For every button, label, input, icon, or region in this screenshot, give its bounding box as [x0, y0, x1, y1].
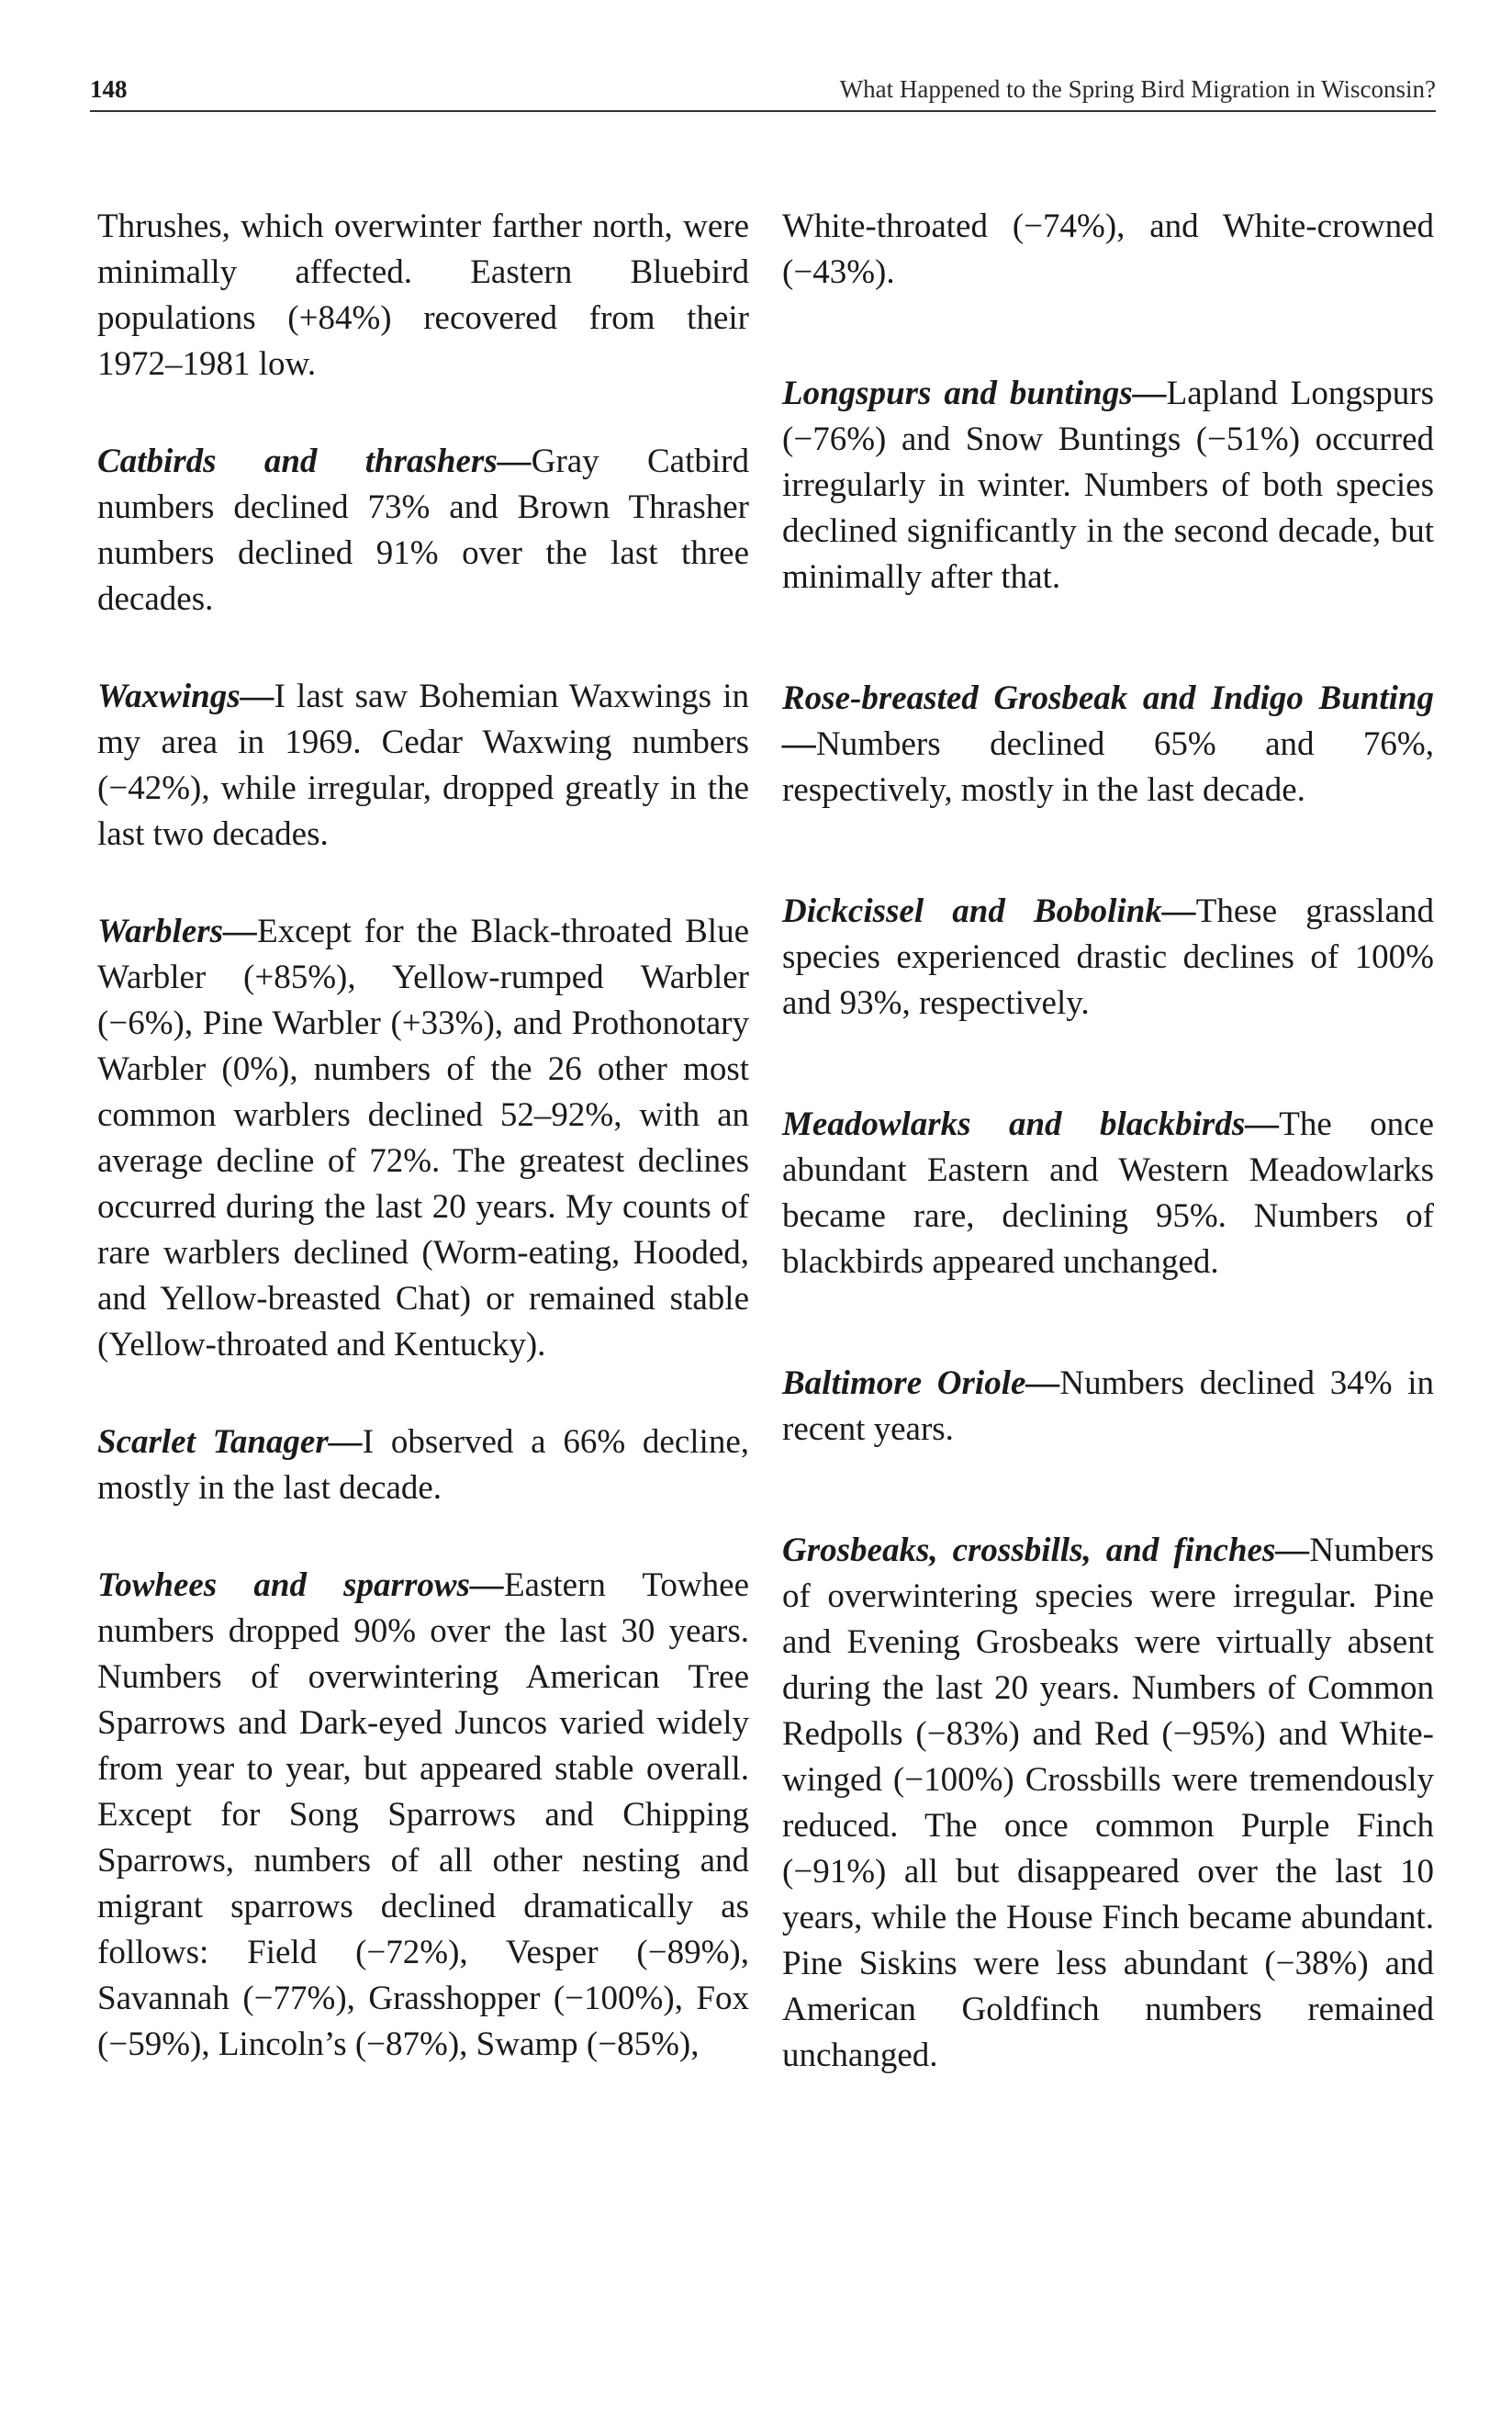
paragraph-text: Thrushes, which overwinter farther north, were minimally affected. Eastern Bluebird populations (+84%) recovered from their 1972–1981 low. — [97, 208, 749, 383]
paragraph-lead: Warblers— — [97, 913, 258, 950]
paragraph-lead: Baltimore Oriole— — [782, 1364, 1060, 1402]
paragraph-grosbeak-bunting — [782, 676, 1434, 814]
paragraph-text: The once abundant Eastern and Western Meadowlarks became rare, declining 95%. Numbers of blackbirds appeared unchanged. — [782, 1105, 1434, 1281]
paragraph-text: Numbers of overwintering species were irregular. Pine and Evening Grosbeaks were virtually absent during the last 20 years. Numbers of Common Redpolls (−83%) and Red (−95%) and White-winged (−100%) Crossbills were tremendously reduced. The once common Purple Finch (−91%) all but disappeared over the last 10 years, while the House Finch became abundant. Pine Siskins were less abundant (−38%) and American Goldfinch numbers remained unchanged. — [782, 1532, 1434, 2074]
paragraph-text: These grassland species experienced drastic declines of 100% and 93%, respectively. — [782, 892, 1434, 1022]
paragraph-meadowlarks — [782, 1102, 1434, 1285]
paragraph-text: Numbers declined 65% and 76%, respectively, mostly in the last decade. — [782, 725, 1434, 809]
paragraph-text: Eastern Towhee numbers dropped 90% over the last 30 years. Numbers of overwintering American Tree Sparrows and Dark-eyed Juncos varied widely from year to year, but appeared stable overall. Except for Song Sparrows and Chipping Sparrows, numbers of all other nesting and migrant sparrows declined dramatically as follows: Field (−72%), Vesper (−89%), Savannah (−77%), Grasshopper (−100%), Fox (−59%), Lincoln’s (−87%), Swamp (−85%), — [97, 1566, 749, 2063]
paragraph-longspurs — [782, 371, 1434, 600]
paragraph-lead: Catbirds and thrashers— — [97, 443, 532, 480]
paragraph-lead: Scarlet Tanager— — [97, 1423, 363, 1461]
paragraph-lead: Grosbeaks, crossbills, and finches— — [782, 1532, 1310, 1569]
paragraph-dickcissel — [782, 889, 1434, 1027]
paragraph-lead: Rose-breasted Grosbeak and Indigo Bunting— — [782, 679, 1434, 763]
paragraph-sparrows-cont — [782, 204, 1434, 296]
paragraph-lead: Meadowlarks and blackbirds— — [782, 1105, 1280, 1143]
page-number: 148 — [90, 75, 128, 103]
paragraph-finches — [782, 1528, 1434, 2079]
paragraph-towhees — [97, 1563, 749, 2068]
paragraph-text: Except for the Black-throated Blue Warbler (+85%), Yellow-rumped Warbler (−6%), Pine Warbler (+33%), and Prothonotary Warbler (0%), numbers of the 26 other most common warblers declined 52–92%, with an average decline of 72%. The greatest declines occurred during the last 20 years. My counts of rare warblers declined (Worm-eating, Hooded, and Yellow-breasted Chat) or remained stable (Yellow-throated and Kentucky). — [97, 913, 749, 1364]
paragraph-warblers — [97, 909, 749, 1368]
paragraph-text: Numbers declined 34% in recent years. — [782, 1364, 1434, 1448]
paragraph-lead: Waxwings— — [97, 678, 274, 715]
paragraph-text: I last saw Bohemian Waxwings in my area in 1969. Cedar Waxwing numbers (−42%), while irregular, dropped greatly in the last two decades. — [97, 678, 749, 853]
paragraph-text: White-throated (−74%), and White-crowned (−43%). — [782, 208, 1434, 291]
paragraph-lead: Longspurs and buntings— — [782, 375, 1167, 412]
right-column — [782, 204, 1434, 2130]
page-header — [90, 68, 1436, 114]
paragraph-text: Gray Catbird numbers declined 73% and Brown Thrasher numbers declined 91% over the last three decades. — [97, 443, 749, 618]
header-rule — [90, 110, 1436, 112]
paragraph-text: Lapland Longspurs (−76%) and Snow Buntings (−51%) occurred irregularly in winter. Numbers of both species declined significantly in the second decade, but minimally after that. — [782, 375, 1434, 596]
paragraph-text: I observed a 66% decline, mostly in the last decade. — [97, 1423, 749, 1507]
paragraph-lead: Dickcissel and Bobolink— — [782, 892, 1196, 930]
paragraph-thrushes — [97, 204, 749, 387]
paragraph-oriole — [782, 1361, 1434, 1453]
paragraph-lead: Towhees and sparrows— — [97, 1566, 504, 1604]
running-head: What Happened to the Spring Bird Migration in Wisconsin? — [839, 75, 1436, 103]
left-column — [97, 204, 749, 2119]
paragraph-catbirds — [97, 439, 749, 623]
paragraph-waxwings — [97, 674, 749, 858]
paragraph-tanager — [97, 1420, 749, 1511]
